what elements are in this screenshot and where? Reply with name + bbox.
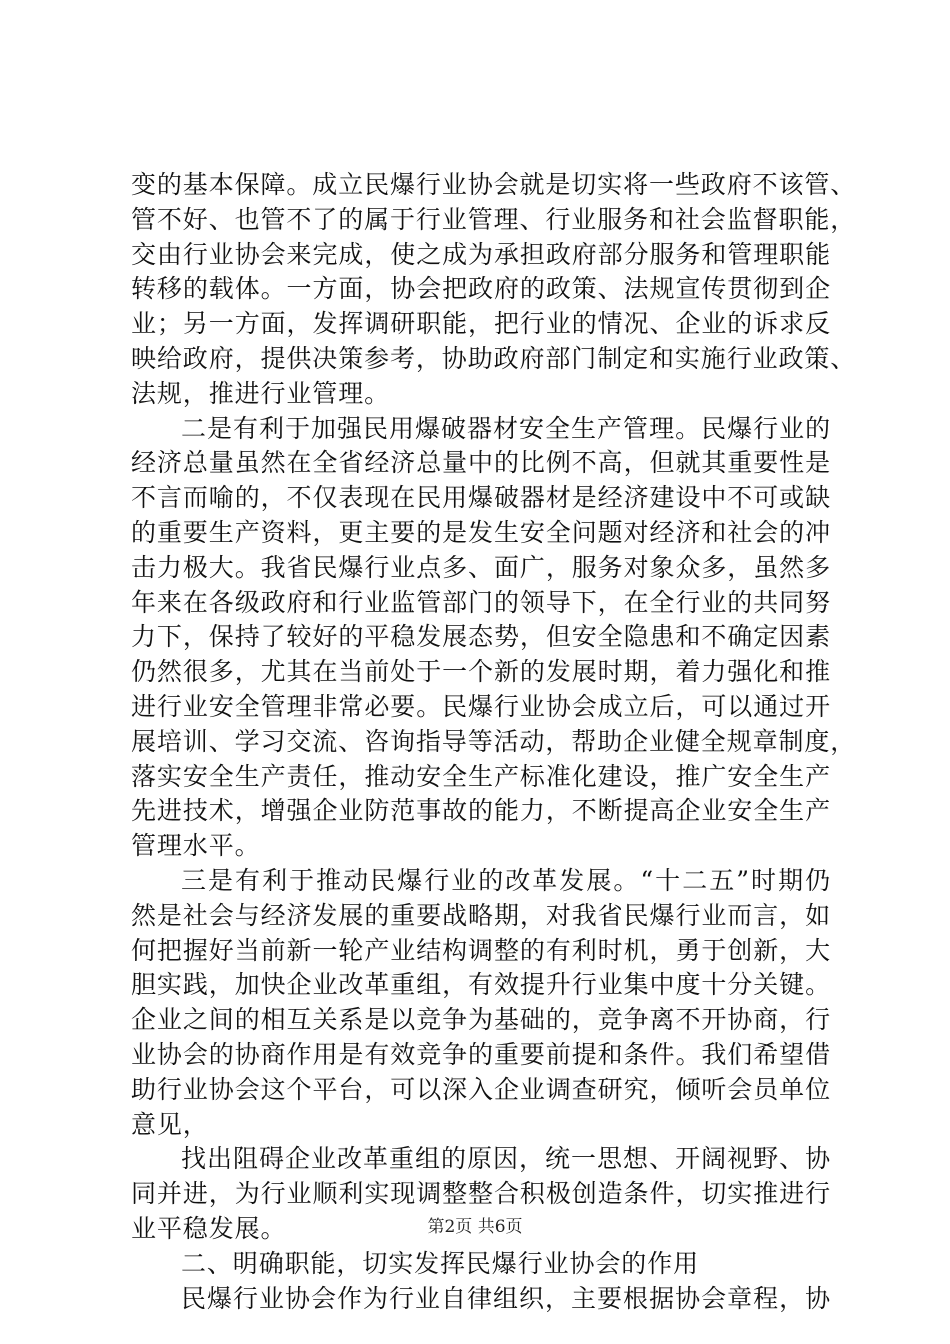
paragraph-5-start: 民爆行业协会作为行业自律组织，主要根据协会章程，协 [181, 1283, 831, 1313]
text-line-16: 进行业安全管理非常必要。民爆行业协会成立后，可以通过开 [131, 691, 831, 721]
text-line-1: 变的基本保障。成立民爆行业协会就是切实将一些政府不该管、 [131, 170, 857, 199]
text-line-30: 同并进，为行业顺利实现调整整合积极创造条件，切实推进行 [131, 1179, 831, 1209]
text-line-23: 何把握好当前新一轮产业结构调整的有利时机，勇于创新，大 [131, 935, 831, 965]
text-line-15: 仍然很多，尤其在当前处于一个新的发展时期，着力强化和推 [131, 657, 831, 687]
text-line-18: 落实安全生产责任，推动安全生产标准化建设，推广安全生产 [131, 761, 831, 791]
page-number-footer: 第2页 共6页 [427, 1217, 523, 1237]
text-line-12: 击力极大。我省民爆行业点多、面广，服务对象众多，虽然多 [131, 552, 831, 582]
text-line-14: 力下，保持了较好的平稳发展态势，但安全隐患和不确定因素 [131, 622, 831, 652]
paragraph-4-start: 找出阻碍企业改革重组的原因，统一思想、开阔视野、协 [181, 1144, 831, 1174]
text-line-9: 经济总量虽然在全省经济总量中的比例不高，但就其重要性是 [131, 448, 831, 478]
text-line-22: 然是社会与经济发展的重要战略期，对我省民爆行业而言，如 [131, 900, 831, 930]
text-line-5: 业；另一方面，发挥调研职能，把行业的情况、企业的诉求反 [131, 309, 831, 339]
text-line-20: 管理水平。 [131, 831, 261, 861]
text-line-10: 不言而喻的，不仅表现在民用爆破器材是经济建设中不可或缺 [131, 483, 831, 513]
document-body [131, 168, 857, 1316]
text-line-2: 管不好、也管不了的属于行业管理、行业服务和社会监督职能， [131, 204, 857, 234]
text-line-4: 转移的载体。一方面，协会把政府的政策、法规宣传贯彻到企 [131, 274, 831, 304]
text-line-17: 展培训、学习交流、咨询指导等活动，帮助企业健全规章制度， [131, 726, 857, 756]
text-line-13: 年来在各级政府和行业监管部门的领导下，在全行业的共同努 [131, 587, 831, 617]
text-line-26: 业协会的协商作用是有效竞争的重要前提和条件。我们希望借 [131, 1039, 831, 1069]
text-line-7: 法规，推进行业管理。 [131, 378, 391, 408]
paragraph-3-start: 三是有利于推动民爆行业的改革发展。“十二五”时期仍 [181, 865, 831, 895]
text-line-24: 胆实践，加快企业改革重组，有效提升行业集中度十分关键。 [131, 970, 831, 1000]
text-line-11: 的重要生产资料，更主要的是发生安全问题对经济和社会的冲 [131, 517, 831, 547]
text-line-3: 交由行业协会来完成，使之成为承担政府部分服务和管理职能 [131, 239, 831, 269]
text-line-27: 助行业协会这个平台，可以深入企业调查研究，倾听会员单位 [131, 1074, 831, 1104]
text-line-19: 先进技术，增强企业防范事故的能力，不断提高企业安全生产 [131, 796, 831, 826]
text-line-31: 业平稳发展。 [131, 1213, 287, 1243]
paragraph-2-start: 二是有利于加强民用爆破器材安全生产管理。民爆行业的 [181, 413, 831, 443]
text-line-25: 企业之间的相互关系是以竞争为基础的，竞争离不开协商，行 [131, 1005, 831, 1035]
section-heading: 二、明确职能，切实发挥民爆行业协会的作用 [181, 1248, 700, 1278]
text-line-6: 映给政府，提供决策参考，协助政府部门制定和实施行业政策、 [131, 343, 857, 373]
text-line-28: 意见， [131, 1109, 209, 1139]
